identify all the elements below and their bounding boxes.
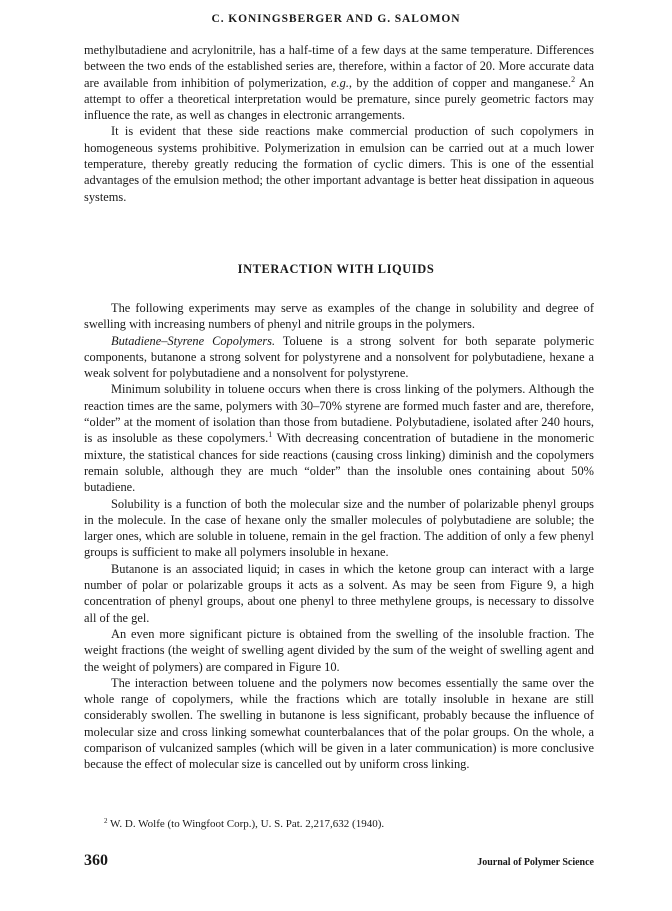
text-run-italic: e.g. [331,75,349,90]
paragraph-emulsion: It is evident that these side reactions make commercial production of such copolymers in homogeneous systems prohibitive. Polymerization in emulsion can be carried out at a much lower temperature, thereby greatly reducing the formation of cyclic dimers. This is one of the essential advantages of the emulsion method; the other important advantage is better heat dissipation in aqueous systems. [84,124,594,204]
text-run: methylbutadiene and acrylonitrile, has a half-time of a few days at the same temperature. Differences between the two ends of the established series are, therefore, within a factor of 20. More accurate data are available from inhibition of polymerization, [84,43,594,90]
page-number: 360 [84,852,108,869]
footnote-ref: 1 [268,430,273,440]
paragraph-interaction: The interaction between toluene and the polymers now becomes essentially the same over the whole range of copolymers, while the fractions which are totally insoluble in hexane are still considerably swollen. The swelling in butanone is less significant, probably because the influence of molecular size and cross linking somewhat counterbalances that of the polar groups. On the whole, a comparison of vulcanized samples (which will be given in a later communication) is more conclusive because the effect of molecular size is cancelled out by uniform cross linking. [84,675,594,772]
paragraph-swelling: An even more significant picture is obtained from the swelling of the insoluble fraction. The weight fractions (the weight of swelling agent divided by the sum of the weight of swelling agent and the weight of polymers) are compared in Figure 10. [84,626,594,674]
footnote-ref: 2 [571,74,576,84]
paragraph-intro: The following experiments may serve as examples of the change in solubility and degree of swelling with increasing numbers of phenyl and nitrile groups in the polymers. [84,301,594,332]
text-run: With decreasing concentration of butadiene in the monomeric mixture, the statistical chances for side reactions (causing cross linking) diminish and the copolymers remain soluble, although they are much “older” than the insoluble ones containing about 50% butadiene. [84,431,594,495]
text-run: , by the addition of copper and manganese. [348,75,572,90]
section-text [84,300,594,773]
section-heading: INTERACTION WITH LIQUIDS [237,262,435,276]
paragraph-solubility-toluene [84,381,594,495]
footnote [104,817,594,831]
subsection-title: Butadiene–Styrene Copolymers. [111,333,276,348]
paragraph-copolymers [84,333,594,382]
running-head: C. KONINGSBERGER AND G. SALOMON [211,13,461,25]
paragraph-molecular-size: Solubility is a function of both the molecular size and the number of polarizable phenyl groups in the molecule. In the case of hexane only the smaller molecules of polybutadiene are soluble; the larger ones, which are soluble in toluene, remain in the gel fraction. The addition of only a few phenyl groups is sufficient to make all polymers insoluble in hexane. [84,496,594,560]
paragraph-butanone: Butanone is an associated liquid; in cases in which the ketone group can interact with a large number of polar or polarizable groups it acts as a solvent. As may be seen from Figure 9, a high concentration of phenyl groups, about one phenyl to three methylene groups, is necessary to dissolve all of the gel. [84,561,594,625]
text-run: Toluene is a strong solvent for both separate polymeric components, butanone a strong solvent for polystyrene and a nonsolvent for polybutadiene, hexane a weak solvent for polybutadiene and a nonsolvent for polystyrene. [84,333,594,381]
opening-text [84,42,594,205]
text-run: Minimum solubility in toluene occurs when there is cross linking of the polymers. Although the reaction times are the same, polymers with 30–70% styrene are formed much faster and are, therefore, “older” at the moment of isolation than those from butadiene. Polybutadiene, isolated after 240 hours, is as insoluble as these copolymers. [84,382,594,446]
text-run: An attempt to offer a theoretical interpretation would be premature, since purely geometric factors may influence the rate, as well as changes in electronic arrangements. [84,75,594,123]
journal-name: Journal of Polymer Science [477,857,594,868]
paragraph-continued [84,42,594,123]
footnote-text: W. D. Wolfe (to Wingfoot Corp.), U. S. Pat. 2,217,632 (1940). [107,818,385,830]
footnote-marker: 2 [104,817,108,825]
